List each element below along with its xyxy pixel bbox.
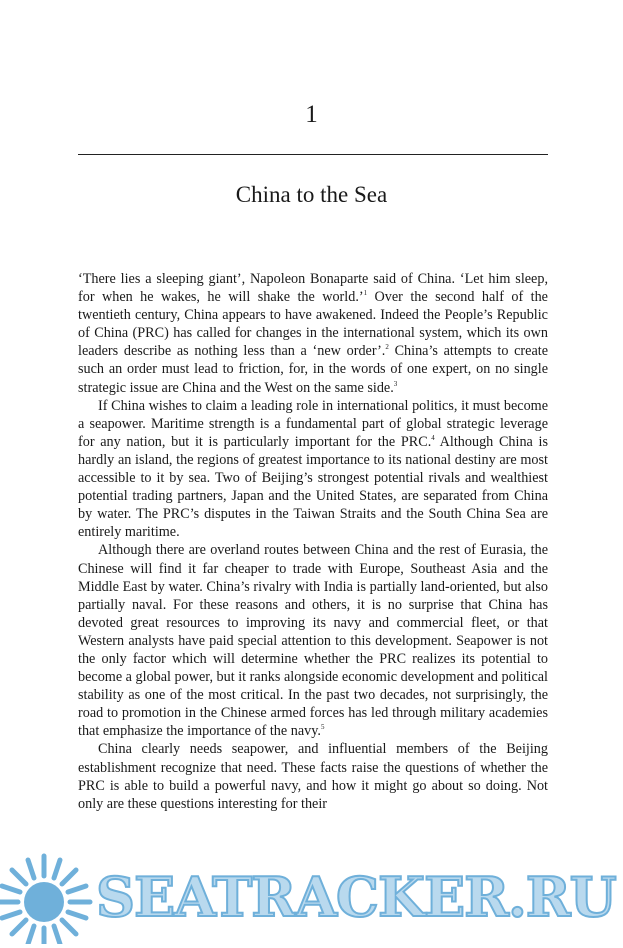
watermark bbox=[0, 848, 623, 948]
chapter-rule bbox=[78, 154, 548, 155]
body-text bbox=[78, 270, 548, 813]
sun-icon bbox=[0, 852, 96, 944]
watermark-text: SEATRACKER.RU bbox=[96, 865, 616, 929]
chapter-number: 1 bbox=[305, 101, 318, 128]
footnote-ref-1[interactable]: 1 bbox=[363, 289, 368, 298]
footnote-ref-4[interactable]: 4 bbox=[431, 433, 435, 442]
chapter-title: China to the Sea bbox=[235, 182, 388, 207]
footnote-ref-2[interactable]: 2 bbox=[385, 343, 389, 352]
footnote-ref-5[interactable]: 5 bbox=[320, 723, 325, 732]
paragraph-3: Although there are overland routes between China and the rest of Eurasia, the Chinese will find it far cheaper to trade with Europe, Southeast Asia and the Middle East by water. China’s rivalry with India is partially land-oriented, but also partially naval. For these reasons and others, it is no surprise that China has devoted great resources to improving its navy and commercial fleet, or that Western analysts have paid special attention to this development. Seapower is not the only factor which will determine whether the PRC realizes its potential to become a global power, but it ranks alongside economic development and political stability as one of the most critical. In the past two decades, not surprisingly, the road to promotion in the Chinese armed forces has led through military academies that emphasize the importance of the navy.$^5$ bbox=[78, 542, 548, 740]
paragraph-4: China clearly needs seapower, and influential members of the Beijing establishment recognize that need. These facts raise the questions of whether the PRC is able to build a powerful navy, and how it might go about so doing. Not only are these questions interesting for their bbox=[78, 741, 548, 812]
footnote-ref-3[interactable]: 3 bbox=[393, 379, 398, 388]
paragraph-2: If China wishes to claim a leading role in international politics, it must become a seapower. Maritime strength is a fundamental part of global strategic leverage for any nation, but it is particularly important for the PRC.$^4$ Although China is hardly an island, the regions of greatest importance to its national destiny are most accessible to it by sea. Two of Beijing’s strongest potential rivals and wealthiest potential trading partners, Japan and the United States, are separated from China by water. The PRC’s disputes in the Taiwan Straits and the South China Sea are entirely maritime. bbox=[78, 397, 548, 541]
paragraph-1: ‘There lies a sleeping giant’, Napoleon Bonaparte said of China. ‘Let him sleep, for when he wakes, he will shake the world.’$^1$ Over the second half of the twentieth century, China appears to have awakened. Indeed the People’s Republic of China (PRC) has called for changes in the international system, which its own leaders describe as nothing less than a ‘new order’.$^2$ China’s attempts to create such an order must lead to friction, for, in the words of one expert, on no single strategic issue are China and the West on the same side.$^3$ bbox=[78, 271, 548, 396]
